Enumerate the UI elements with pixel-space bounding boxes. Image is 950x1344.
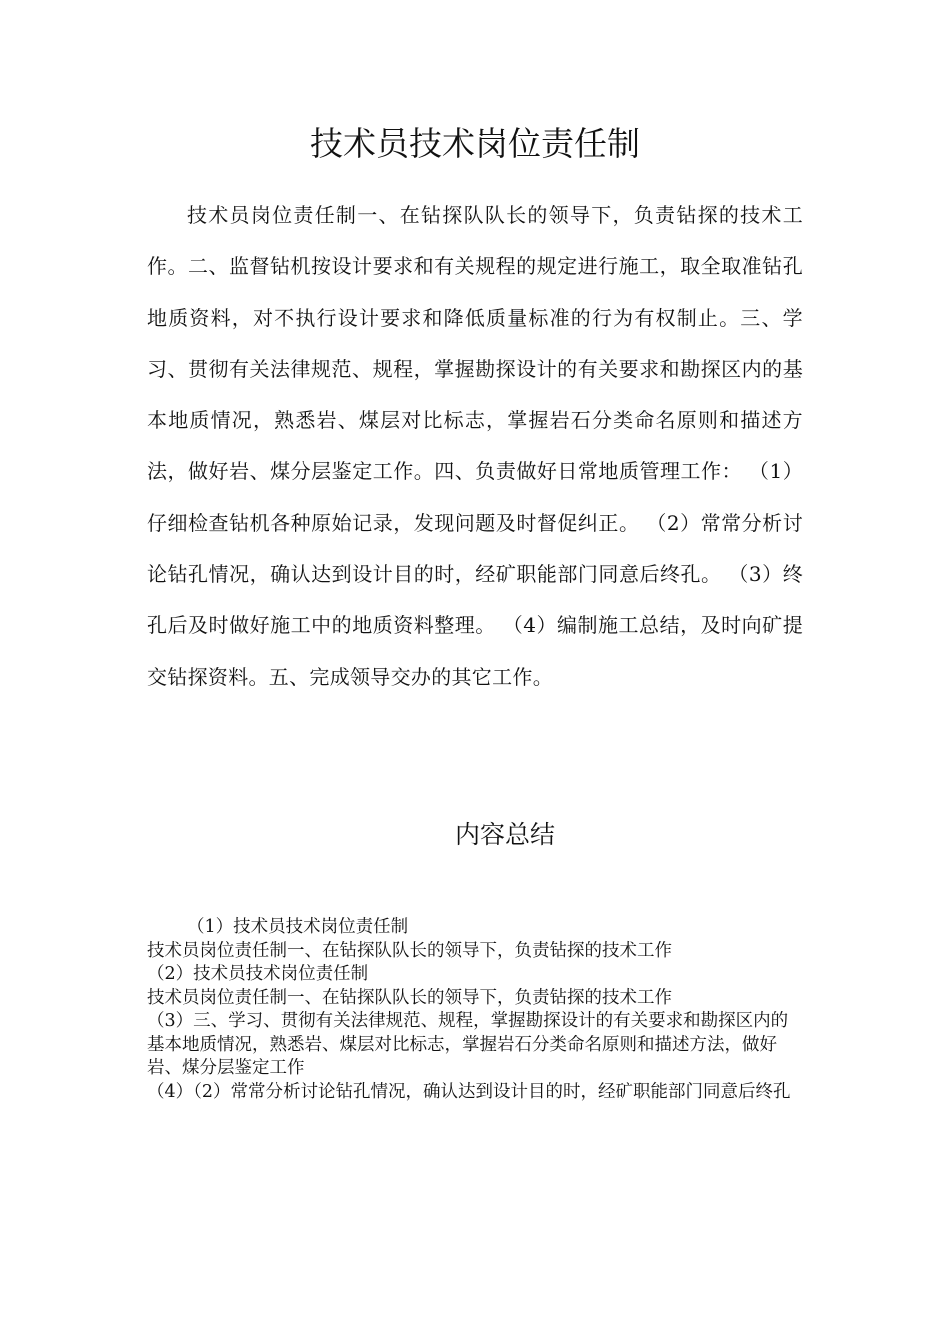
summary-heading: 内容总结 (454, 820, 555, 849)
summary-item-3-text: （3）三、学习、贯彻有关法律规范、规程，掌握勘探设计的有关要求和勘探区内的基本地质情况，熟悉岩、煤层对比标志，掌握岩石分类命名原则和描述方法，做好岩、煤分层鉴定工作 (147, 1011, 789, 1078)
summary-item-1-label: （1）技术员技术岗位责任制 (187, 917, 409, 937)
summary-item-2-label: （2）技术员技术岗位责任制 (147, 964, 369, 984)
summary-item-4-text: （4）（2）常常分析讨论钻孔情况，确认达到设计目的时，经矿职能部门同意后终孔 (147, 1081, 791, 1102)
document-title: 技术员技术岗位责任制 (310, 124, 640, 163)
body-paragraph: 技术员岗位责任制一、在钻探队队长的领导下，负责钻探的技术工作。二、监督钻机按设计要求和有关规程的规定进行施工，取全取准钻孔地质资料，对不执行设计要求和降低质量标准的行为有权制止。三、学习、贯彻有关法律规范、规程，掌握勘探设计的有关要求和勘探区内的基本地质情况，熟悉岩、煤层对比标志，掌握岩石分类命名原则和描述方法，做好岩、煤分层鉴定工作。四、负责做好日常地质管理工作： （1）仔细检查钻机各种原始记录，发现问题及时督促纠正。 （2）常常分析讨论钻孔情况，确认达到设计目的时，经矿职能部门同意后终孔。 （3）终孔后及时做好施工中的地质资料整理。 （4）编制施工总结，及时向矿提交钻探资料。五、完成领导交办的其它工作。 (147, 203, 803, 689)
summary-item-2-text: 技术员岗位责任制一、在钻探队队长的领导下，负责钻探的技术工作 (147, 987, 672, 1008)
summary-list (147, 916, 803, 1104)
summary-item-1-text: 技术员岗位责任制一、在钻探队队长的领导下，负责钻探的技术工作 (147, 940, 672, 961)
